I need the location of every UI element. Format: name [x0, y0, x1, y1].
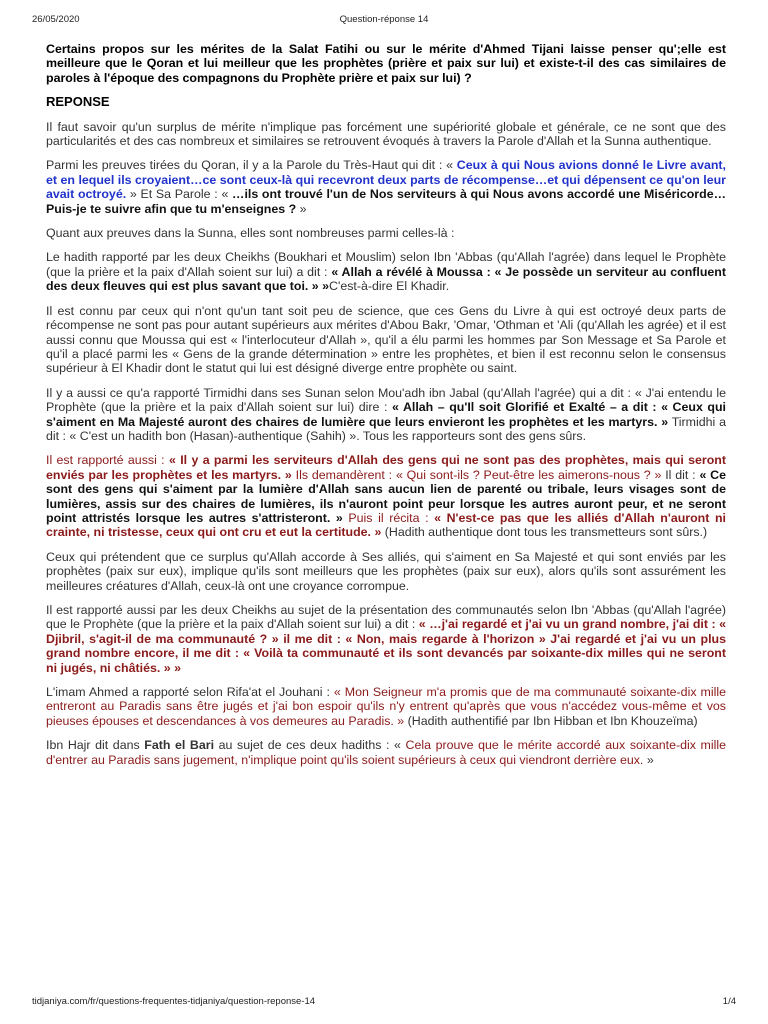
p11-book-title: Fath el Bari: [144, 738, 215, 753]
p7-end: (Hadith authentique dont tous les transmetteurs sont sûrs.): [381, 525, 708, 540]
p10-intro: L'imam Ahmed a rapporté selon Rifa'at el Jouhani :: [46, 685, 334, 700]
p4-end: C'est-à-dire El Khadir.: [329, 279, 450, 294]
p7-quote-3: « N'est-ce pas que les alliés d'Allah n'auront ni crainte, ni tristesse, ceux qui ont cru et eut la certitude. »: [46, 510, 726, 540]
paragraph-9: [46, 603, 726, 675]
paragraph-3: Quant aux preuves dans la Sunna, elles sont nombreuses parmi celles-là :: [46, 226, 455, 241]
p11-mid: au sujet de ces deux hadiths : «: [214, 738, 406, 753]
paragraph-8: Ceux qui prétendent que ce surplus qu'Allah accorde à Ses alliés, qui s'aiment en Sa Majesté et qui sont enviés par les prophètes (paix sur eux), implique qu'ils sont meilleurs que les prophètes (paix sur eux), alors qu'ils sont assurément les meilleures créatures d'Allah, ceux-là ont une croyance corrompue.: [46, 549, 726, 593]
document-body: [46, 42, 726, 777]
p11-end: »: [643, 752, 654, 767]
paragraph-10: [46, 685, 726, 728]
p9-hadith-quote: « …j'ai regardé et j'ai vu un grand nombre, j'ai dit : « Djibril, s'agit-il de ma communauté ? » il me dit : « Non, mais regarde à l'horizon » J'ai regardé et j'ai vu un plus grand nombre encore, il me dit : « Voilà ta communauté et ils sont devancés par soixante-dix milles qui ne seront ni jugés, ni châtiés. » »: [46, 617, 727, 675]
p2-quran-quote-2: …ils ont trouvé l'un de Nos serviteurs à qui Nous avons accordé une Miséricorde…Puis-je te suivre afin que tu m'enseignes ?: [46, 187, 726, 216]
p10-end: (Hadith authentifié par Ibn Hibban et Ibn Khouzeïma): [404, 713, 698, 728]
p2-end: »: [296, 201, 307, 216]
paragraph-1: Il faut savoir qu'un surplus de mérite n'implique pas forcément une supériorité globale et générale, ce ne sont que des particularités et des cas nombreux et similaires se retrouvent évoqués à travers la Parole d'Allah et la Sunna authentique.: [46, 119, 726, 149]
p7-intro: Il est rapporté aussi :: [46, 453, 169, 468]
p2-intro: Parmi les preuves tirées du Qoran, il y a la Parole du Très-Haut qui dit : «: [46, 158, 457, 173]
p7-recite: Puis il récita :: [342, 510, 435, 525]
print-date: 26/05/2020: [32, 14, 80, 25]
paragraph-2: [46, 158, 726, 216]
p11-intro: Ibn Hajr dit dans: [46, 738, 145, 753]
p6-text: Il y a aussi ce qu'a rapporté Tirmidhi dans ses Sunan selon Mou'adh ibn Jabal (qu'Allah l'agrée) qui a dit : « J'ai entendu le Prophète (que la prière et la paix d'Allah soient sur lui) dire :: [46, 385, 726, 415]
p7-quote-2: « Ce sont des gens qui s'aiment par la lumière d'Allah sans aucun lien de parenté ou tribale, leurs visages sont de lumières, assis sur des chaires de lumières, ils n'auront point peur lorsque les autres auront peur, et ne seront point attristés lorsque les autres s'attristeront. »: [46, 467, 726, 525]
print-url: tidjaniya.com/fr/questions-frequentes-tidjaniya/question-reponse-14: [32, 996, 316, 1007]
p7-quote-1: « Il y a parmi les serviteurs d'Allah des gens qui ne sont pas des prophètes, mais qui seront enviés par les prophètes et les martyrs. »: [46, 453, 726, 482]
p4-hadith-quote: « Allah a révélé à Moussa : « Je possède un serviteur au confluent des deux fleuves qui est plus savant que toi. » »: [46, 264, 726, 294]
p4-text: Le hadith rapporté par les deux Cheikhs (Boukhari et Mouslim) selon Ibn 'Abbas (qu'Allah l'agrée) dans lequel le Prophète (que la prière et la paix d'Allah soient sur lui) a dit :: [46, 250, 726, 279]
print-title: Question-réponse 14: [339, 14, 429, 25]
p7-ask: Ils demandèrent : « Qui sont-ils ? Peut-être les aimerons-nous ? »: [291, 467, 662, 482]
p9-text: Il est rapporté aussi par les deux Cheikhs au sujet de la présentation des communautés selon Ibn 'Abbas (qu'Allah l'agrée) que le Prophète (que la prière et la paix d'Allah soient sur lui) a dit :: [46, 603, 726, 632]
question-text: Certains propos sur les mérites de la Salat Fatihi ou sur le mérite d'Ahmed Tijani laisse penser qu';elle est meilleure que le Qoran et lui meilleur que les prophètes (prière et paix sur lui) et existe-t-il des cas similaires de paroles à l'époque des compagnons du Prophète prière et paix sur lui) ?: [46, 42, 726, 85]
p11-quote: Cela prouve que le mérite accordé aux soixante-dix mille d'entrer au Paradis sans jugement, n'implique point qu'ils soient supérieurs à ceux qui viendront derrière eux.: [46, 738, 727, 767]
paragraph-11: [46, 738, 726, 767]
p7-said: Il dit :: [661, 467, 700, 482]
paragraph-4: [46, 250, 726, 293]
p2-quran-quote-1: Ceux à qui Nous avions donné le Livre avant, et en lequel ils croyaient…ce sont ceux-là qui recevront deux parts de récompense…et qui dépensent ce qu'on leur avait octroyé.: [46, 158, 726, 202]
paragraph-7: [46, 453, 726, 539]
reponse-heading: REPONSE: [46, 94, 110, 110]
p6-end: Tirmidhi a dit : « C'est un hadith bon (Hasan)-authentique (Sahih) ». Tous les rapporteurs sont des gens sûrs.: [46, 414, 726, 443]
p2-mid: » Et Sa Parole : «: [126, 187, 233, 202]
paragraph-5: Il est connu par ceux qui n'ont qu'un tant soit peu de science, que ces Gens du Livre à qui est octroyé deux parts de récompense ne sont pas pour autant supérieurs aux mérites d'Abou Bakr, 'Omar, 'Othman et 'Ali (qu'Allah les agrée) et il est aussi connu que Moussa qui est « l'interlocuteur d'Allah », qu'il a élu parmi les hommes par Son Message et Sa Parole et qu'il a placé parmi les « Gens de la grande détermination » entre les prophètes, et bien il est reconnu selon le consensus supérieur à El Khadir dont le statut qui lui est désigné diverge entre prophète ou saint.: [46, 303, 726, 376]
p6-hadith-quote: « Allah – qu'Il soit Glorifié et Exalté – a dit : « Ceux qui s'aiment en Ma Majesté auront des chaires de lumière que leurs envieront les prophètes et les martyrs. »: [46, 400, 726, 429]
page-number: 1/4: [722, 996, 736, 1007]
print-header: [32, 14, 736, 28]
print-footer: [32, 996, 736, 1010]
paragraph-6: [46, 386, 726, 444]
p10-quote: « Mon Seigneur m'a promis que de ma communauté soixante-dix mille entreront au Paradis sans être jugés et j'ai bon espoir qu'ils n'y entrent qu'après que vous n'accédez vous-même et vos pieuses épouses et descendances à vos demeures au Paradis. »: [46, 685, 726, 728]
